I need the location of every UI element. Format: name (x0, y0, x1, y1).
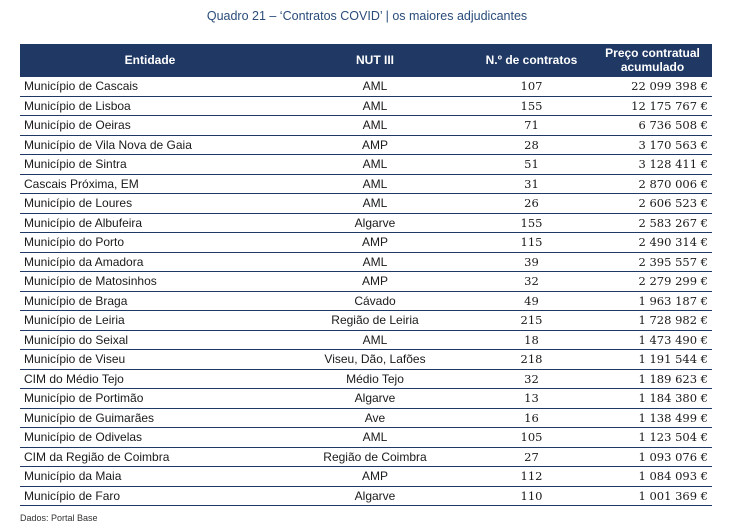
table-row (20, 447, 712, 467)
table-row (20, 389, 712, 409)
cell-contratos: 51 (470, 155, 593, 175)
cell-preco: 1 728 982 € (593, 311, 712, 331)
cell-contratos: 110 (470, 486, 593, 506)
cell-entidade: Município do Seixal (20, 330, 280, 350)
cell-contratos: 28 (470, 135, 593, 155)
cell-entidade: CIM da Região de Coimbra (20, 447, 280, 467)
header-nut: NUT III (280, 44, 470, 77)
cell-contratos: 71 (470, 116, 593, 136)
table-row (20, 96, 712, 116)
cell-nut: Algarve (280, 486, 470, 506)
cell-contratos: 215 (470, 311, 593, 331)
cell-preco: 2 279 299 € (593, 272, 712, 292)
cell-entidade: Município de Braga (20, 291, 280, 311)
contracts-table (20, 44, 712, 506)
cell-contratos: 32 (470, 272, 593, 292)
table-row (20, 291, 712, 311)
header-contratos: N.º de contratos (470, 44, 593, 77)
cell-nut: Médio Tejo (280, 369, 470, 389)
cell-entidade: Município de Odivelas (20, 428, 280, 448)
cell-entidade: Município de Albufeira (20, 213, 280, 233)
header-preco-line2: acumulado (620, 60, 685, 74)
cell-contratos: 18 (470, 330, 593, 350)
cell-nut: AML (280, 174, 470, 194)
table-row (20, 77, 712, 97)
cell-entidade: Município de Portimão (20, 389, 280, 409)
cell-nut: AML (280, 330, 470, 350)
cell-nut: AML (280, 252, 470, 272)
cell-preco: 22 099 398 € (593, 77, 712, 97)
cell-entidade: Município de Leiria (20, 311, 280, 331)
cell-preco: 12 175 767 € (593, 96, 712, 116)
cell-nut: Ave (280, 408, 470, 428)
table-body (20, 77, 712, 506)
cell-nut: Algarve (280, 213, 470, 233)
cell-contratos: 112 (470, 467, 593, 487)
cell-nut: AML (280, 194, 470, 214)
cell-preco: 6 736 508 € (593, 116, 712, 136)
cell-preco: 2 583 267 € (593, 213, 712, 233)
cell-contratos: 105 (470, 428, 593, 448)
cell-contratos: 115 (470, 233, 593, 253)
cell-entidade: Município de Cascais (20, 77, 280, 97)
table-header (20, 44, 712, 77)
source-note: Dados: Portal Base (20, 513, 98, 523)
table-row (20, 213, 712, 233)
cell-preco: 1 138 499 € (593, 408, 712, 428)
cell-contratos: 13 (470, 389, 593, 409)
table-title: Quadro 21 – ‘Contratos COVID’ | os maiores adjudicantes (206, 9, 528, 23)
cell-contratos: 155 (470, 213, 593, 233)
cell-entidade: Município de Loures (20, 194, 280, 214)
cell-preco: 1 184 380 € (593, 389, 712, 409)
cell-nut: AML (280, 77, 470, 97)
cell-entidade: Município de Lisboa (20, 96, 280, 116)
cell-entidade: Município da Amadora (20, 252, 280, 272)
cell-entidade: Município de Sintra (20, 155, 280, 175)
table-row (20, 174, 712, 194)
cell-contratos: 49 (470, 291, 593, 311)
cell-preco: 3 170 563 € (593, 135, 712, 155)
table-row (20, 311, 712, 331)
cell-preco: 2 870 006 € (593, 174, 712, 194)
cell-nut: AMP (280, 233, 470, 253)
cell-preco: 2 606 523 € (593, 194, 712, 214)
cell-entidade: Município de Oeiras (20, 116, 280, 136)
table-row (20, 428, 712, 448)
cell-entidade: Município da Maia (20, 467, 280, 487)
cell-nut: Região de Leiria (280, 311, 470, 331)
cell-contratos: 31 (470, 174, 593, 194)
cell-contratos: 107 (470, 77, 593, 97)
cell-entidade: Município do Porto (20, 233, 280, 253)
cell-preco: 2 490 314 € (593, 233, 712, 253)
table-row (20, 155, 712, 175)
table-row (20, 252, 712, 272)
cell-nut: Algarve (280, 389, 470, 409)
cell-preco: 1 191 544 € (593, 350, 712, 370)
table-row (20, 486, 712, 506)
cell-entidade: Município de Faro (20, 486, 280, 506)
cell-contratos: 27 (470, 447, 593, 467)
cell-nut: AML (280, 428, 470, 448)
cell-preco: 1 001 369 € (593, 486, 712, 506)
table-row (20, 330, 712, 350)
table-row (20, 408, 712, 428)
cell-contratos: 16 (470, 408, 593, 428)
table-row (20, 350, 712, 370)
cell-nut: AML (280, 155, 470, 175)
table-row (20, 369, 712, 389)
cell-entidade: CIM do Médio Tejo (20, 369, 280, 389)
cell-contratos: 155 (470, 96, 593, 116)
cell-nut: AMP (280, 135, 470, 155)
cell-entidade: Município de Vila Nova de Gaia (20, 135, 280, 155)
table-row (20, 194, 712, 214)
cell-entidade: Município de Matosinhos (20, 272, 280, 292)
cell-contratos: 32 (470, 369, 593, 389)
cell-nut: Cávado (280, 291, 470, 311)
cell-nut: AMP (280, 272, 470, 292)
table-row (20, 272, 712, 292)
header-entidade: Entidade (20, 44, 280, 77)
cell-preco: 1 963 187 € (593, 291, 712, 311)
cell-preco: 1 123 504 € (593, 428, 712, 448)
table-row (20, 467, 712, 487)
table-row (20, 116, 712, 136)
cell-preco: 2 395 557 € (593, 252, 712, 272)
header-preco-line1: Preço contratual (605, 46, 700, 60)
cell-nut: AML (280, 96, 470, 116)
cell-nut: AML (280, 116, 470, 136)
cell-nut: AMP (280, 467, 470, 487)
cell-nut: Região de Coimbra (280, 447, 470, 467)
table-row (20, 233, 712, 253)
cell-entidade: Município de Viseu (20, 350, 280, 370)
cell-contratos: 39 (470, 252, 593, 272)
cell-preco: 1 189 623 € (593, 369, 712, 389)
cell-contratos: 26 (470, 194, 593, 214)
cell-preco: 1 093 076 € (593, 447, 712, 467)
header-preco (593, 44, 712, 77)
cell-preco: 3 128 411 € (593, 155, 712, 175)
cell-entidade: Município de Guimarães (20, 408, 280, 428)
cell-preco: 1 084 093 € (593, 467, 712, 487)
table-row (20, 135, 712, 155)
cell-entidade: Cascais Próxima, EM (20, 174, 280, 194)
cell-nut: Viseu, Dão, Lafões (280, 350, 470, 370)
cell-contratos: 218 (470, 350, 593, 370)
cell-preco: 1 473 490 € (593, 330, 712, 350)
